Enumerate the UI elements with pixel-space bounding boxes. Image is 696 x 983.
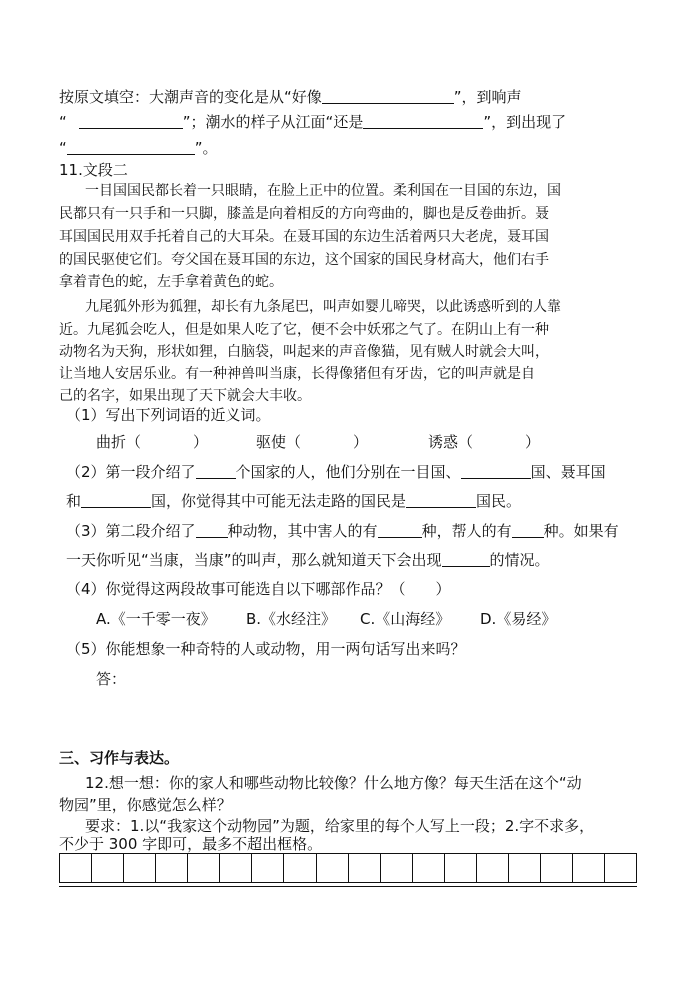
fill-line-2 [59,112,566,132]
question-1: （1）写出下列词语的近义词。 [66,406,271,424]
passage-line: 民都只有一只手和一只脚，膝盖是向着相反的方向弯曲的，脚也是反卷曲折。聂 [59,206,549,222]
passage-line: 九尾狐外形为狐狸，却长有九条尾巴，叫声如婴儿啼哭，以此诱惑听到的人靠 [85,299,561,315]
fill-text: 按原文填空：大潮声音的变化是从“好像 [59,88,322,106]
passage-line: 己的名字，如果出现了天下就会大丰收。 [59,388,311,404]
question-text: 的情况。 [489,551,550,569]
bracket: ） [525,433,541,451]
synonym-item [428,432,540,452]
answer-blank[interactable] [461,464,531,479]
passage-line: 一目国国民都长着一只眼睛，在脸上正中的位置。柔利国在一目国的东边，国 [85,183,561,199]
answer-blank[interactable] [322,89,454,104]
grid-cell[interactable] [477,854,509,882]
grid-divider [59,886,637,887]
grid-cell[interactable] [317,854,349,882]
fill-text: ”，到出现了 [483,113,567,131]
fill-text: ”，到响声 [453,88,522,106]
synonym-word: 诱惑（ [428,433,474,451]
writing-prompt: 12.想一想：你的家人和哪些动物比较像？什么地方像？每天生活在这个“动 [85,774,582,792]
question-text: 种。如果有 [543,522,619,540]
answer-blank[interactable] [512,523,544,538]
question-3 [66,521,619,541]
grid-cell[interactable] [220,854,252,882]
grid-cell[interactable] [252,854,284,882]
question-3-cont [66,550,550,570]
writing-requirements: 不少于 300 字即可，最多不超出框格。 [59,835,323,853]
grid-cell[interactable] [188,854,220,882]
fill-text: “ [59,113,67,131]
answer-blank[interactable] [378,523,422,538]
answer-blank[interactable] [363,114,483,129]
fill-text: ”；潮水的样子从江面“还是 [182,113,364,131]
question-text: （2）第一段介绍了 [66,463,196,481]
grid-cell[interactable] [541,854,573,882]
grid-cell[interactable] [573,854,605,882]
question-title: 11.文段二 [59,161,128,179]
option-b[interactable]: B.《水经注》 [246,610,337,628]
passage-line: 拿着青色的蛇，左手拿着黄色的蛇。 [59,274,283,290]
question-text: 一天你听见“当康，当康”的叫声，那么就知道天下会出现 [66,551,442,569]
grid-cell[interactable] [445,854,477,882]
grid-cell[interactable] [509,854,541,882]
question-text: （3）第二段介绍了 [66,522,196,540]
answer-blank[interactable] [442,552,490,567]
passage-line: 让当地人安居乐业。有一种神兽叫当康，长得像猪但有牙齿，它的叫声就是自 [59,366,535,382]
option-c[interactable]: C.《山海经》 [360,610,451,628]
question-text: 个国家的人，他们分别在一目国、 [235,463,461,481]
answer-blank[interactable] [196,464,236,479]
question-2 [66,462,606,482]
writing-prompt: 物园”里，你感觉怎么样？ [59,796,232,814]
question-4: （4）你觉得这两段故事可能选自以下哪部作品？（ ） [66,580,451,598]
question-text: 国，你觉得其中可能无法走路的国民是 [151,492,407,510]
answer-label: 答： [96,670,127,688]
grid-cell[interactable] [413,854,445,882]
grid-cell[interactable] [60,854,92,882]
bracket: ） [193,433,209,451]
bracket: ） [353,433,369,451]
synonym-item [96,432,208,452]
fill-text: “ [59,139,67,157]
writing-grid[interactable] [59,853,637,883]
answer-blank[interactable] [406,493,476,508]
grid-cell[interactable] [605,854,636,882]
answer-blank[interactable] [81,493,151,508]
synonym-word: 曲折（ [96,433,142,451]
writing-requirements: 要求：1.以“我家这个动物园”为题，给家里的每个人写上一段；2.字不求多， [85,817,595,835]
synonym-item [256,432,368,452]
question-text: 国、聂耳国 [530,463,606,481]
option-a[interactable]: A.《一千零一夜》 [96,610,216,628]
grid-cell[interactable] [381,854,413,882]
answer-blank[interactable] [196,523,228,538]
question-5: （5）你能想象一种奇特的人或动物，用一两句话写出来吗？ [66,640,466,658]
section-heading: 三、习作与表达。 [59,749,180,767]
passage-line: 耳国国民用双手托着自己的大耳朵。在聂耳国的东边生活着两只大老虎，聂耳国 [59,229,549,245]
grid-cell[interactable] [156,854,188,882]
passage-line: 近。九尾狐会吃人，但是如果人吃了它，便不会中妖邪之气了。在阴山上有一种 [59,322,549,338]
option-d[interactable]: D.《易经》 [480,610,557,628]
passage-line: 动物名为天狗，形状如狸，白脑袋，叫起来的声音像猫，见有贼人时就会大叫， [59,344,549,360]
fill-line-1 [59,87,522,107]
question-2-cont [66,491,521,511]
question-text: 种动物，其中害人的有 [227,522,378,540]
answer-blank[interactable] [79,114,183,129]
answer-blank[interactable] [67,140,195,155]
fill-line-3 [59,138,218,158]
fill-text: ”。 [194,139,218,157]
grid-cell[interactable] [284,854,316,882]
grid-cell[interactable] [124,854,156,882]
synonym-word: 驱使（ [256,433,302,451]
passage-line: 的国民驱使它们。夸父国在聂耳国的东边，这个国家的国民身材高大，他们右手 [59,252,549,268]
grid-cell[interactable] [349,854,381,882]
question-text: 种，帮人的有 [421,522,512,540]
grid-cell[interactable] [92,854,124,882]
question-text: 国民。 [476,492,522,510]
question-text: 和 [66,492,82,510]
